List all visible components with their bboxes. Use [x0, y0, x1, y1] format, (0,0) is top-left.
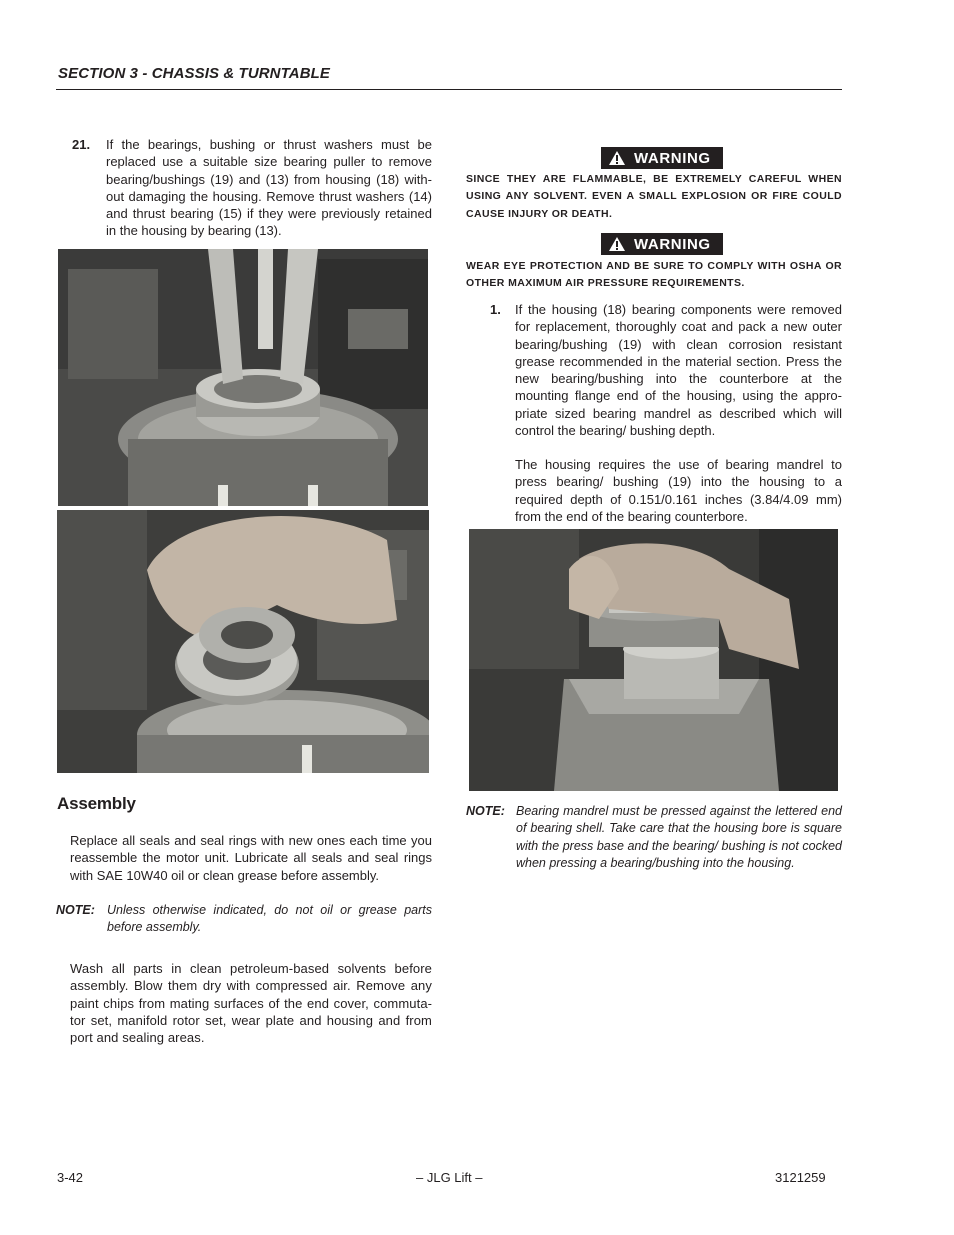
warning-2-text: WEAR EYE PROTECTION AND BE SURE TO COMPLY WITH OSHA OR OTHER MAXIMUM AIR PRESSURE REQUIREMENTS.: [466, 260, 842, 290]
warning-badge-1: [601, 147, 723, 169]
wash-paragraph: Wash all parts in clean petroleum-based solvents before assembly. Blow them dry with compressed air. Remove any paint chips from mating surfaces of the end cover, commutator set, manifold rotor set, wear plate and housing and from port and sealing areas.: [70, 961, 432, 1046]
note-1-text: Unless otherwise indicated, do not oil or grease parts before assembly.: [107, 903, 432, 935]
warning-triangle-icon: [608, 150, 626, 166]
document-number: 3121259: [775, 1170, 826, 1185]
photo-bearing-mandrel: [469, 529, 838, 791]
warning-triangle-icon: [608, 236, 626, 252]
warning-2-label: WARNING: [634, 235, 711, 253]
warning-1-text: SINCE THEY ARE FLAMMABLE, BE EXTREMELY CAREFUL WHEN USING ANY SOLVENT. EVEN A SMALL EXPLOSION OR FIRE COULD CAUSE INJURY OR DEATH.: [466, 173, 842, 220]
assembly-heading: Assembly: [57, 794, 136, 813]
photo-thrust-bearing: [57, 510, 429, 773]
note-2-label: NOTE:: [466, 804, 505, 818]
step-1-number: 1.: [490, 302, 501, 317]
warning-badge-2: [601, 233, 723, 255]
page-number: 3-42: [57, 1170, 84, 1185]
photo-bearing-puller: [58, 249, 428, 506]
step-1-text-2: The housing requires the use of bearing mandrel to press bearing/ bushing (19) into the housing to a required depth of 0.151/0.161 inches (3.84/4.09 mm) from the end of the bearing counterbore.: [515, 457, 842, 524]
step-21-number: 21.: [72, 137, 91, 152]
header-rule: [56, 89, 842, 90]
step-1-text: If the housing (18) bearing components were removed for replacement, thoroughly coat and pack a new outer bearing/bushing (19) with clean corrosion resistant grease recommended in the material section. Press the new bearing/bushing into the counterbore at the mounting flange end of the housing, using the appropriate sized bearing mandrel as described which will control the bearing/ bushing depth.: [515, 302, 842, 439]
note-2-text: Bearing mandrel must be pressed against the lettered end of bearing shell. Take care that the housing bore is square with the press base and the bearing/ bushing is not cocked when pressing a bearing/bushing into the housing.: [516, 804, 842, 870]
assembly-paragraph: Replace all seals and seal rings with new ones each time you reassemble the motor unit. Lubricate all seals and seal rings with SAE 10W40 oil or clean grease before assembly.: [70, 833, 432, 883]
step-21-text: If the bearings, bushing or thrust washers must be replaced use a suitable size bearing puller to remove bearing/bushings (19) and (13) from housing (18) without damaging the housing. Remove thrust washers (14) and thrust bearing (15) if they were previously retained in the housing by bearing (13).: [106, 137, 432, 239]
footer-center: – JLG Lift –: [416, 1170, 483, 1185]
note-1-label: NOTE:: [56, 903, 95, 917]
section-title: SECTION 3 - CHASSIS & TURNTABLE: [58, 65, 331, 82]
warning-1-label: WARNING: [634, 149, 711, 167]
